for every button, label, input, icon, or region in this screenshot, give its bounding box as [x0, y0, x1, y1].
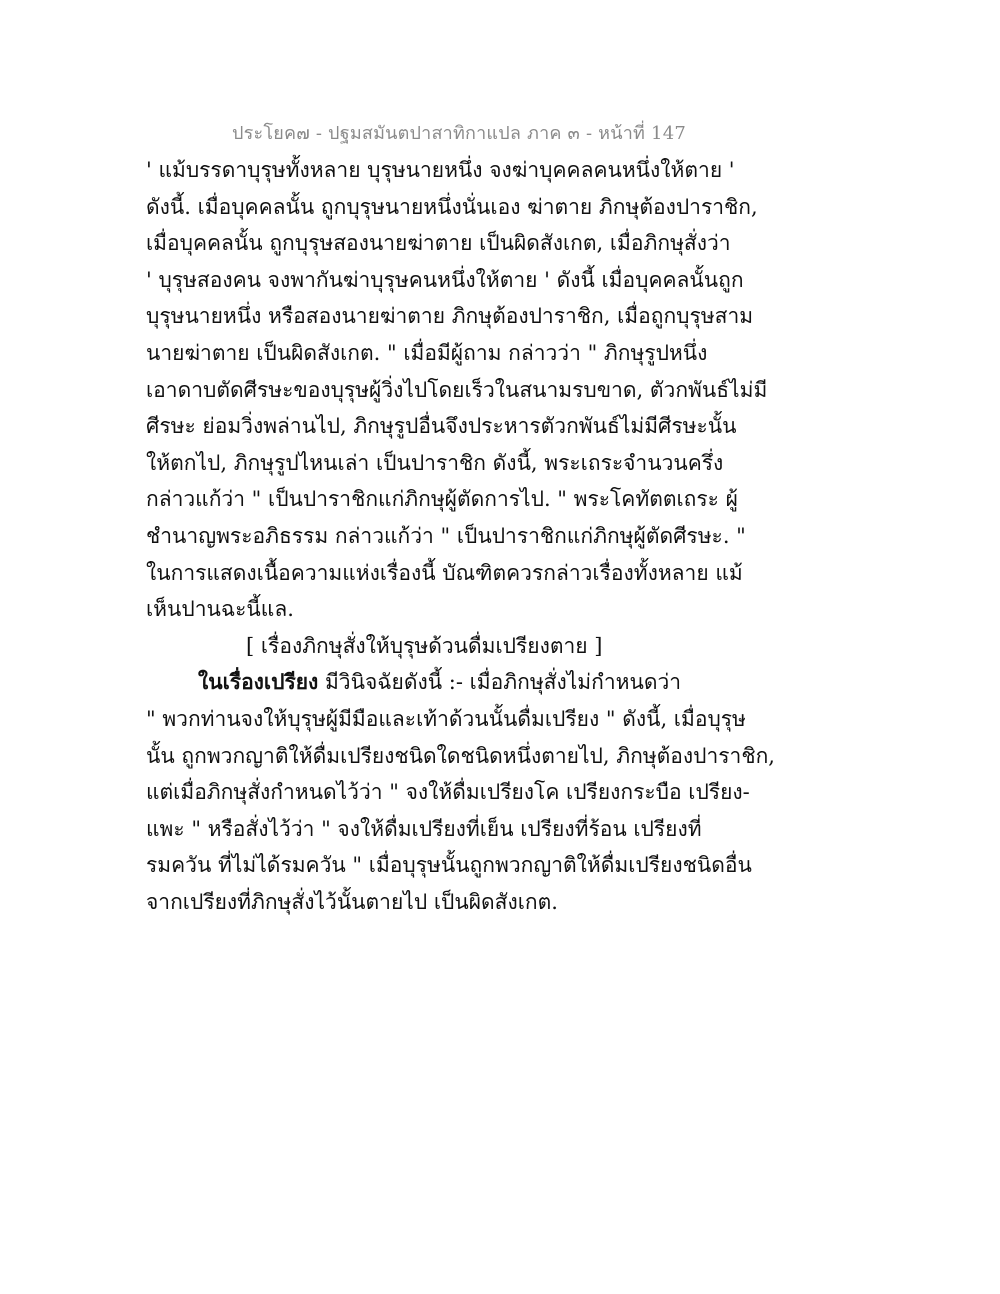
text-line: ' บุรุษสองคน จงพากันฆ่าบุรุษคนหนึ่งให้ตาย ' ดังนี้ เมื่อบุคคลนั้นถูก [146, 267, 744, 292]
paragraph-1 [146, 152, 768, 628]
lead-text: มีวินิจฉัยดังนี้ :- เมื่อภิกษุสั่งไม่กำหนดว่า [318, 670, 682, 695]
paragraph-2 [146, 664, 775, 920]
text-line: ' แม้บรรดาบุรุษทั้งหลาย บุรุษนายหนึ่ง จงฆ่าบุคคลคนหนึ่งให้ตาย ' [146, 158, 735, 182]
text-line: แพะ " หรือสั่งไว้ว่า " จงให้ดื่มเปรียงที่เย็น เปรียงที่ร้อน เปรียงที่ [146, 816, 702, 841]
text-line: ชำนาญพระอภิธรรม กล่าวแก้ว่า " เป็นปาราชิกแก่ภิกษุผู้ตัดศีรษะ. " [146, 523, 746, 548]
text-line: นั้น ถูกพวกญาติให้ดื่มเปรียงชนิดใดชนิดหนึ่งตายไป, ภิกษุต้องปาราชิก, [146, 743, 775, 768]
text-line: บุรุษนายหนึ่ง หรือสองนายฆ่าตาย ภิกษุต้องปาราชิก, เมื่อถูกบุรุษสาม [146, 304, 754, 329]
running-header: ประโยค๗ - ปฐมสมันตปาสาทิกาแปล ภาค ๓ - หน้าที่ 147 [231, 123, 686, 144]
text-line: แต่เมื่อภิกษุสั่งกำหนดไว้ว่า " จงให้ดื่มเปรียงโค เปรียงกระบือ เปรียง- [146, 780, 750, 805]
body-text [146, 152, 775, 920]
text-line: ให้ตกไป, ภิกษุรูปไหนเล่า เป็นปาราชิก ดังนี้, พระเถระจำนวนครึ่ง [146, 450, 724, 475]
paragraph-lead-line [146, 664, 726, 701]
text-line: เมื่อบุคคลนั้น ถูกบุรุษสองนายฆ่าตาย เป็นผิดสังเกต, เมื่อภิกษุสั่งว่า [146, 231, 731, 256]
text-line: เอาดาบตัดศีรษะของบุรุษผู้วิ่งไปโดยเร็วในสนามรบขาด, ตัวกพันธ์ไม่มี [146, 377, 768, 402]
text-line: รมควัน ที่ไม่ได้รมควัน " เมื่อบุรุษนั้นถูกพวกญาติให้ดื่มเปรียงชนิดอื่น [146, 853, 752, 878]
text-line: " พวกท่านจงให้บุรุษผู้มีมือและเท้าด้วนนั้นดื่มเปรียง " ดังนี้, เมื่อบุรุษ [146, 706, 746, 731]
text-line: จากเปรียงที่ภิกษุสั่งไว้นั้นตายไป เป็นผิดสังเกต. [146, 889, 558, 914]
text-line: ดังนี้. เมื่อบุคคลนั้น ถูกบุรุษนายหนึ่งนั่นเอง ฆ่าตาย ภิกษุต้องปาราชิก, [146, 194, 758, 219]
lead-term: ในเรื่องเปรียง [198, 669, 319, 695]
text-line: ศีรษะ ย่อมวิ่งพล่านไป, ภิกษุรูปอื่นจึงประหารตัวกพันธ์ไม่มีศีรษะนั้น [146, 414, 737, 439]
text-line: กล่าวแก้ว่า " เป็นปาราชิกแก่ภิกษุผู้ตัดการไป. " พระโคทัตตเถระ ผู้ [146, 487, 738, 512]
text-line: ในการแสดงเนื้อความแห่งเรื่องนี้ บัณฑิตควรกล่าวเรื่องทั้งหลาย แม้ [146, 560, 743, 585]
text-line: เห็นปานฉะนี้แล. [146, 597, 294, 622]
section-heading: [ เรื่องภิกษุสั่งให้บุรุษด้วนดื่มเปรียงตาย ] [246, 633, 603, 658]
text-line: นายฆ่าตาย เป็นผิดสังเกต. " เมื่อมีผู้ถาม กล่าวว่า " ภิกษุรูปหนึ่ง [146, 340, 708, 365]
